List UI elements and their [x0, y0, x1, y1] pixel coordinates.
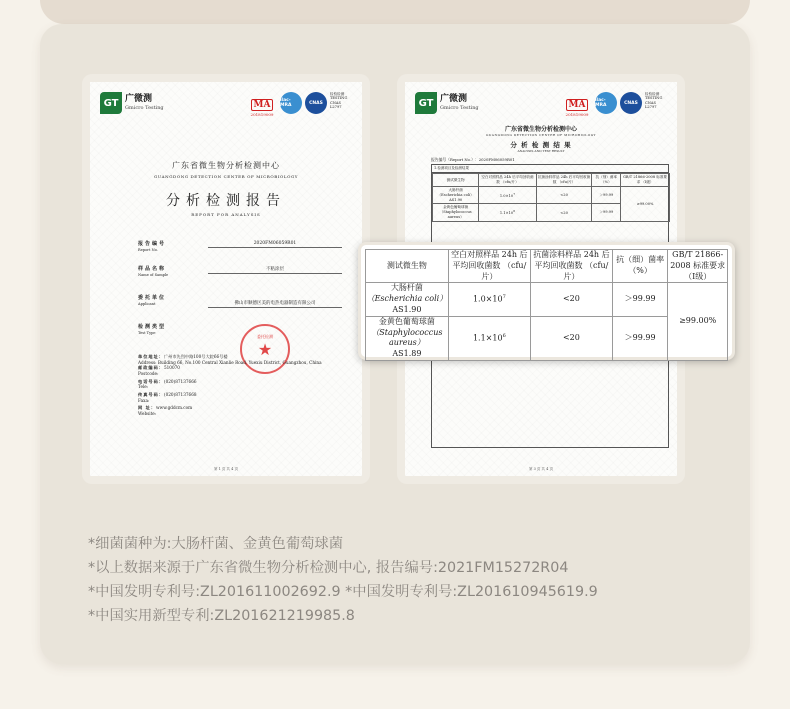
results-center-title-cn: 广东省微生物分析检测中心 — [504, 126, 577, 133]
field-test-type: 检测类型 Test Type — [138, 324, 167, 335]
cell-control: $1.1\times 10^6$ — [448, 316, 530, 360]
footnotes — [88, 532, 598, 628]
cell-standard: ≥99.00% — [668, 283, 728, 361]
center-title-cn: 广东省微生物分析检测中心 — [172, 161, 280, 170]
cell-rate: ＞99.99 — [612, 316, 667, 360]
accreditation-badges-right — [562, 92, 667, 117]
cma-number: 201819009 — [250, 112, 274, 117]
gmicro-logo-icon: GT — [415, 92, 437, 114]
cma-number: 201819009 — [565, 112, 589, 117]
certificate-cover-image — [82, 74, 370, 484]
cma-mark: MA — [566, 99, 589, 111]
cell-coated: <20 — [530, 316, 612, 360]
results-center-title-en: GUANGDONG DETECTION CENTER OF MICROBIOLOGY — [485, 133, 597, 137]
cma-badge — [562, 92, 592, 117]
zoomed-results-table — [358, 242, 735, 360]
ilac-mra-icon: ilac-MRA — [280, 92, 302, 114]
header-standard: GB/T 21866-2008 标准要求 （Ⅰ级） — [668, 250, 728, 283]
field-report-no: 报告编号 Report No. 2020FM06059R01 — [138, 240, 342, 252]
logo-cn: 广微测 — [440, 94, 468, 104]
contact-info: 单位地址：广州市先烈中路100号大院66号楼 Address: Building 66, No.100 Central Xianlie Road, Yuexiu District, Guangzhou, China 邮政编码：510070 Postcode: 电话号码：(020)87137666 Tele: 传真号码：(020)87137668 Faxa: 网 址：www.gddcm.com Website: — [138, 354, 322, 417]
header-control: 空白对照样品 24h 后平均回收菌数 （cfu/片） — [448, 250, 530, 283]
table-header-row — [366, 250, 728, 283]
results-table — [365, 249, 728, 361]
cnas-note: 检验检测 TESTING CNAS L2797 — [330, 92, 348, 110]
gmicro-logo — [100, 92, 164, 114]
cell-control: $1.0\times 10^7$ — [448, 283, 530, 316]
cell-rate: ＞99.99 — [612, 283, 667, 316]
cell-microbe: 金黄色葡萄球菌 （Staphylococcus aureus） AS1.89 — [366, 316, 449, 360]
note-utility-patent: *中国实用新型专利:ZL201621219985.8 — [88, 608, 355, 624]
results-title-cn: 分 析 检 测 结 果 — [510, 141, 572, 149]
logo-en: Gmicro Testing — [440, 105, 479, 111]
header-rate: 抗（细）菌率 （%） — [612, 250, 667, 283]
seal-label: 委托检测 — [257, 334, 273, 339]
cell-microbe: 大肠杆菌 （Escherichia coli） AS1.90 — [366, 283, 449, 316]
seal-star-icon: ★ — [257, 339, 273, 359]
logo-en: Gmicro Testing — [125, 105, 164, 111]
note-source: *以上数据来源于广东省微生物分析检测中心, 报告编号:2021FM15272R04 — [88, 560, 569, 576]
header-coated: 抗菌涂料样品 24h 后平均回收菌数 （cfu/片） — [530, 250, 612, 283]
ilac-mra-icon: ilac-MRA — [595, 92, 617, 114]
cnas-icon: CNAS — [620, 92, 642, 114]
cnas-icon: CNAS — [305, 92, 327, 114]
note-strains: *细菌菌种为:大肠杆菌、金黄色葡萄球菌 — [88, 536, 344, 552]
table-row — [366, 283, 728, 316]
results-frame-head: 1.检测项目及检测结果 — [432, 165, 668, 173]
cma-mark: MA — [251, 99, 274, 111]
field-applicant: 委托单位 Applicant 佛山市顺德区美的电热电器制造有限公司 — [138, 294, 342, 306]
cma-badge — [247, 92, 277, 117]
page-number-left: 第 1 页 共 4 页 — [213, 467, 239, 471]
header-microbe: 测试微生物 — [366, 250, 449, 283]
note-invention-patents: *中国发明专利号:ZL201611002692.9 *中国发明专利号:ZL201610945619.9 — [88, 584, 598, 600]
report-title-en: REPORT FOR ANALYSIS — [191, 212, 261, 217]
accreditation-badges — [247, 92, 352, 117]
top-bar — [40, 0, 750, 24]
logo-cn: 广微测 — [125, 94, 153, 104]
center-title-en: GUANGDONG DETECTION CENTER OF MICROBIOLOGY — [154, 174, 298, 179]
results-report-no: 报告编号（Report No.）：2020FM06059R01 — [431, 157, 515, 162]
field-sample-name: 样品名称 Name of Sample 不粘涂层 — [138, 265, 342, 277]
mini-results-table: 测试微生物 空白对照样品 24h 后平均回收菌数 （cfu/片） 抗菌涂料样品 24h 后平均回收菌数 （cfu/片） 抗（细）菌率 （%） GB/T 21866-2008 标准要求 （Ⅰ级） 大肠杆菌 （Escherichia coli） AS1.90 $1.0\times 10^7$ <20 ＞99.99 ≥99.00% 金黄色葡萄球菌 （Staphylococcus aureus） $1.1\times 10^6$ <20 ＞99.99 — [432, 173, 670, 222]
cnas-note: 检验检测 TESTING CNAS L2797 — [645, 92, 663, 110]
gmicro-logo-icon: GT — [100, 92, 122, 114]
report-title-cn: 分析检测报告 — [166, 193, 286, 209]
gmicro-logo-right — [415, 92, 479, 114]
page-number-right: 第 3 页 共 4 页 — [528, 467, 554, 471]
certificate-paper — [90, 82, 362, 476]
cell-coated: <20 — [530, 283, 612, 316]
results-title-en: ANALYSIS AND TEST RESULT — [517, 149, 565, 153]
